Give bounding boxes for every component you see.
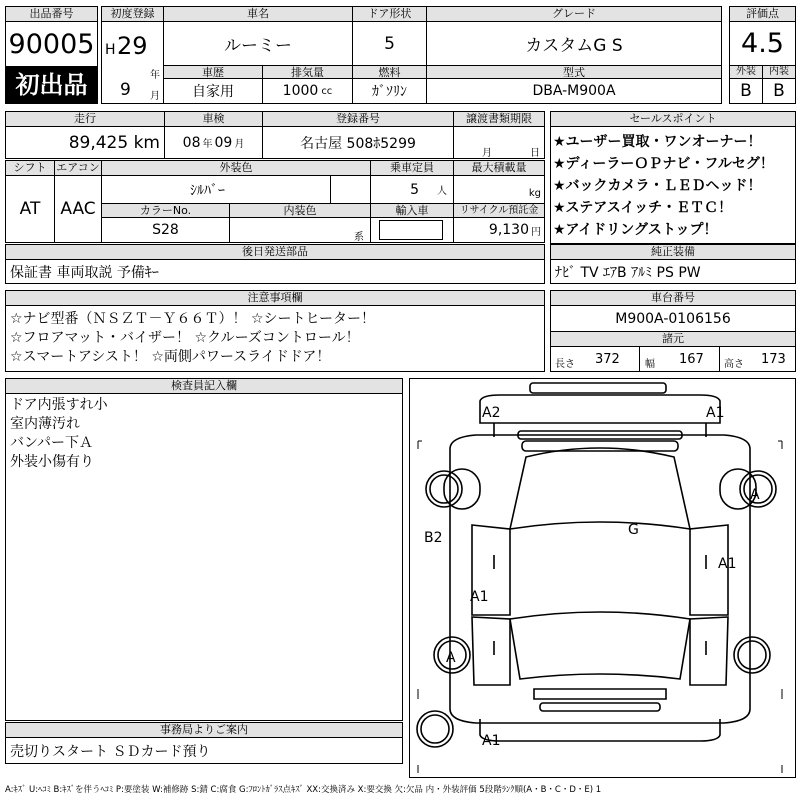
sales-points-label: セールスポイント xyxy=(550,111,796,127)
length-label: 長さ xyxy=(555,359,575,370)
month-unit: 月 xyxy=(150,91,160,102)
int-score: B xyxy=(762,78,796,104)
inspector-line: 外装小傷有り xyxy=(10,454,94,470)
first-reg-label: 初度登録 xyxy=(101,6,164,22)
capacity-unit: 人 xyxy=(437,186,447,197)
inspector-line: 室内薄汚れ xyxy=(10,416,80,432)
history: 自家用 xyxy=(163,78,263,104)
standard-equip-label: 純正装備 xyxy=(550,244,796,260)
ac: AAC xyxy=(54,175,102,243)
car-name-label: 車名 xyxy=(163,6,353,22)
width-label: 幅 xyxy=(645,359,655,370)
capacity-label: 乗車定員 xyxy=(370,160,454,176)
capacity-box xyxy=(370,175,454,204)
inspection-year-unit: 年 xyxy=(202,139,213,150)
history-label: 車歴 xyxy=(163,65,263,79)
inspection-box xyxy=(164,126,263,159)
import-label: 輸入車 xyxy=(370,203,454,218)
sales-point: ★アイドリングストップ！ xyxy=(553,222,718,238)
transfer-month-unit: 月 xyxy=(482,148,492,159)
color-no: S28 xyxy=(101,217,230,243)
damage-mark-a1-left: A1 xyxy=(470,589,489,605)
inspection-month-unit: 月 xyxy=(234,139,245,150)
displacement-box xyxy=(262,78,353,104)
int-color-box xyxy=(229,217,371,243)
damage-mark-b2: B2 xyxy=(424,530,443,546)
door-label: ドア形状 xyxy=(352,6,427,22)
office-label: 事務局よりご案内 xyxy=(5,722,403,738)
grade-label: グレード xyxy=(426,6,722,22)
ac-label: エアコン xyxy=(54,160,102,176)
mileage-label: 走行 xyxy=(5,111,165,127)
car-diagram xyxy=(409,378,796,778)
spec-divider xyxy=(639,347,640,371)
sales-point: ★バックカメラ・ＬＥＤヘッド！ xyxy=(553,178,762,194)
spec-divider xyxy=(719,347,720,371)
notes-list xyxy=(5,305,545,372)
later-parts-label: 後日発送部品 xyxy=(5,244,545,260)
ext-color-divider xyxy=(330,175,331,204)
inspection-month: 09 xyxy=(214,134,233,151)
ext-color-label: 外装色 xyxy=(101,160,371,176)
ext-score-label: 外装 xyxy=(729,65,763,79)
height-label: 高さ xyxy=(724,359,744,370)
inspection-year: 08 xyxy=(182,134,201,151)
displacement-label: 排気量 xyxy=(262,65,353,79)
damage-mark-a1-right: A1 xyxy=(718,556,737,572)
damage-mark-a-front-right: A xyxy=(750,487,760,503)
recycle-box xyxy=(453,217,545,243)
max-load-unit: kg xyxy=(528,188,541,199)
overall-score: 4.5 xyxy=(729,21,796,66)
fuel-label: 燃料 xyxy=(352,65,427,79)
int-color-unit: 系 xyxy=(354,232,364,243)
damage-mark-a1-rear: A1 xyxy=(482,733,501,749)
spec-box xyxy=(550,346,796,372)
notes-label: 注意事項欄 xyxy=(5,290,545,306)
grade: カスタムG S xyxy=(426,21,722,66)
note-line: ☆フロアマット・バイザー！ ☆クルーズコントロール！ xyxy=(10,330,360,346)
legend-text: A:ｷｽﾞ U:ﾍｺﾐ B:ｷｽﾞを伴うﾍｺﾐ P:要塗装 W:補修跡 S:錆 C:腐食 G:ﾌﾛﾝﾄｶﾞﾗｽ点ｷｽﾞ XX:交換済み X:要交換 欠:欠品 内・外装評価 5段階ﾗﾝｸ順(A・B・C・D・E) 1 xyxy=(5,785,602,795)
model-code: DBA-M900A xyxy=(426,78,722,104)
model-label: 型式 xyxy=(426,65,722,79)
inspector-notes xyxy=(5,393,403,721)
max-load-label: 最大積載量 xyxy=(453,160,545,176)
reg-month: 9 xyxy=(120,80,131,100)
era: H xyxy=(105,42,116,58)
inspection-label: 車検 xyxy=(164,111,263,127)
reg-year: 29 xyxy=(117,32,148,60)
sales-point: ★ステアスイッチ・ＥＴＣ！ xyxy=(553,200,733,216)
ext-color: ｼﾙﾊﾞｰ xyxy=(190,182,225,199)
score-label: 評価点 xyxy=(729,6,796,22)
inspector-line: ドア内張すれ小 xyxy=(10,397,108,413)
sales-point: ★ディーラーＯＰナビ・フルセグ！ xyxy=(553,156,774,172)
displacement-unit: cc xyxy=(321,85,333,97)
transfer-docs-label: 譲渡書類期限 xyxy=(453,111,545,127)
damage-mark-a1-front: A1 xyxy=(706,405,725,421)
transfer-day-unit: 日 xyxy=(530,148,540,159)
recycle-label: リサイクル預託金 xyxy=(453,203,545,218)
reg-number-label: 登録番号 xyxy=(262,111,454,127)
import-inner xyxy=(379,220,443,240)
damage-mark-a-rear-left: A xyxy=(446,650,456,666)
chassis-label: 車台番号 xyxy=(550,290,796,306)
office-notice: 売切りスタート ＳＤカード預り xyxy=(5,737,403,764)
door-type: 5 xyxy=(352,21,427,66)
chassis-number: M900A-0106156 xyxy=(550,305,796,332)
inspector-label: 検査員記入欄 xyxy=(5,378,403,394)
displacement: 1000 xyxy=(282,83,319,99)
ext-score: B xyxy=(729,78,763,104)
fuel: ｶﾞｿﾘﾝ xyxy=(352,78,427,104)
sales-points-list xyxy=(550,126,796,244)
transfer-docs-box xyxy=(453,126,545,159)
max-load-box xyxy=(453,175,545,204)
height: 173 xyxy=(761,352,786,367)
lot-number: 90005 xyxy=(5,21,98,67)
standard-equip: ﾅﾋﾞ TV ｴｱB ｱﾙﾐ PS PW xyxy=(550,259,796,284)
damage-mark-g: G xyxy=(628,522,639,538)
damage-mark-a2: A2 xyxy=(482,405,501,421)
year-unit: 年 xyxy=(150,70,160,81)
int-score-label: 内装 xyxy=(762,65,796,79)
mileage: 89,425 km xyxy=(5,126,165,159)
shift: AT xyxy=(5,175,55,243)
import-box xyxy=(370,217,454,243)
note-line: ☆スマートアシスト！ ☆両側パワースライドドア！ xyxy=(10,349,331,365)
width: 167 xyxy=(679,352,704,367)
length: 372 xyxy=(595,352,620,367)
spec-label: 諸元 xyxy=(550,331,796,347)
car-name: ルーミー xyxy=(163,21,353,66)
first-listing-badge: 初出品 xyxy=(5,67,98,104)
note-line: ☆ナビ型番（ＮＳＺＴ－Ｙ６６Ｔ）！ ☆シートヒーター！ xyxy=(10,311,375,327)
int-color-label: 内装色 xyxy=(229,203,371,218)
first-reg-box xyxy=(101,21,164,104)
sales-point: ★ユーザー買取・ワンオーナー！ xyxy=(553,134,762,150)
capacity: 5 xyxy=(410,181,419,198)
recycle-fee: 9,130 xyxy=(488,222,529,238)
reg-number: 名古屋 508ﾎ5299 xyxy=(262,126,454,159)
shift-label: シフト xyxy=(5,160,55,176)
inspector-line: バンパー下Ａ xyxy=(10,435,94,451)
lot-label: 出品番号 xyxy=(5,6,98,22)
later-parts: 保証書 車両取説 予備ｷｰ xyxy=(5,259,545,284)
color-no-label: カラーNo. xyxy=(101,203,230,218)
recycle-unit: 円 xyxy=(531,226,541,238)
